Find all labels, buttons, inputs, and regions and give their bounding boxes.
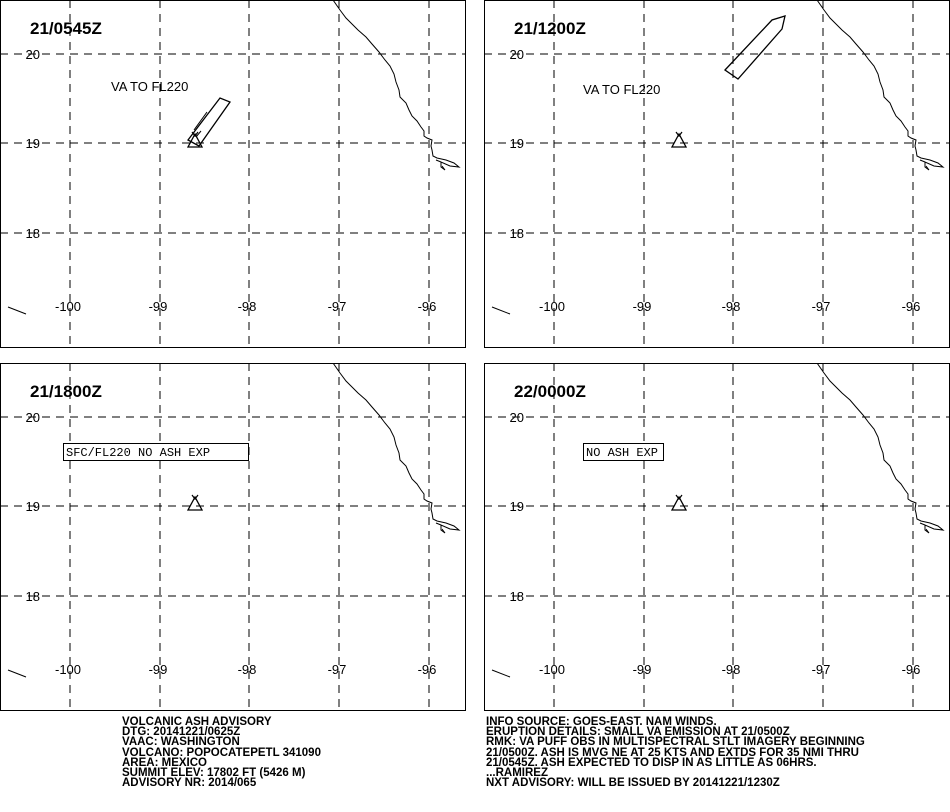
latitude-tick-label: 19 (25, 136, 40, 151)
forecast-panel-0545 (0, 0, 466, 348)
latitude-tick-label: 18 (25, 589, 40, 604)
advisory-area: AREA: MEXICO (122, 756, 207, 769)
longitude-tick-label: -99 (632, 299, 652, 314)
longitude-tick-label: -100 (54, 299, 82, 314)
longitude-tick-label: -100 (54, 662, 82, 677)
advisory-header-block (122, 717, 321, 788)
advisory-summit-elev: SUMMIT ELEV: 17802 FT (5426 M) (122, 766, 306, 779)
longitude-tick-label: -98 (721, 299, 741, 314)
latitude-tick-label: 18 (25, 226, 40, 241)
advisory-info-source: INFO SOURCE: GOES-EAST. NAM WINDS. (486, 716, 717, 728)
latitude-tick-label: 18 (509, 226, 524, 241)
longitude-tick-label: -96 (417, 662, 437, 677)
advisory-eruption-details: ERUPTION DETAILS: SMALL VA EMISSION AT 21/0500Z (486, 726, 790, 739)
longitude-tick-label: -98 (721, 662, 741, 677)
latitude-tick-label: 19 (25, 499, 40, 514)
ash-height-label: VA TO FL220 (583, 82, 661, 97)
advisory-vaac: VAAC: WASHINGTON (122, 736, 240, 749)
longitude-tick-label: -96 (417, 299, 437, 314)
latitude-tick-label: 20 (25, 47, 40, 62)
longitude-tick-label: -97 (327, 662, 347, 677)
advisory-remark-1: RMK: VA PUFF OBS IN MULTISPECTRAL STLT IMAGERY BEGINNING (486, 736, 865, 749)
forecast-panel-1200 (484, 0, 950, 348)
longitude-tick-label: -98 (237, 299, 257, 314)
longitude-tick-label: -97 (811, 662, 831, 677)
advisory-remark-2: 21/0500Z. ASH IS MVG NE AT 25 KTS AND EXTDS FOR 35 NMI THRU (486, 746, 859, 759)
advisory-number: ADVISORY NR: 2014/065 (122, 777, 257, 790)
latitude-tick-label: 18 (509, 589, 524, 604)
longitude-tick-label: -99 (632, 662, 652, 677)
longitude-tick-label: -96 (901, 299, 921, 314)
advisory-next: NXT ADVISORY: WILL BE ISSUED BY 20141221/1230Z (486, 777, 780, 790)
longitude-tick-label: -100 (538, 299, 566, 314)
no-ash-label: NO ASH EXP (586, 446, 659, 460)
advisory-dtg: DTG: 20141221/0625Z (122, 726, 241, 739)
longitude-tick-label: -100 (538, 662, 566, 677)
map-panel-svg (484, 363, 950, 711)
longitude-tick-label: -97 (811, 299, 831, 314)
longitude-tick-label: -97 (327, 299, 347, 314)
longitude-tick-label: -96 (901, 662, 921, 677)
latitude-tick-label: 19 (509, 136, 524, 151)
advisory-forecaster: ...RAMIREZ (486, 766, 548, 779)
valid-time-label: 21/0545Z (30, 19, 102, 38)
map-panel-svg (484, 0, 950, 348)
ash-height-label: VA TO FL220 (111, 79, 189, 94)
advisory-remark-3: 21/0545Z. ASH EXPECTED TO DISP IN AS LITTLE AS 06HRS. (486, 756, 817, 769)
longitude-tick-label: -98 (237, 662, 257, 677)
forecast-panel-1800 (0, 363, 466, 711)
latitude-tick-label: 20 (509, 410, 524, 425)
longitude-tick-label: -99 (148, 299, 168, 314)
map-panel-svg (0, 363, 466, 711)
valid-time-label: 21/1800Z (30, 382, 102, 401)
forecast-panel-0000 (484, 363, 950, 711)
advisory-volcano: VOLCANO: POPOCATEPETL 341090 (122, 746, 321, 759)
valid-time-label: 22/0000Z (514, 382, 586, 401)
latitude-tick-label: 20 (509, 47, 524, 62)
latitude-tick-label: 19 (509, 499, 524, 514)
latitude-tick-label: 20 (25, 410, 40, 425)
advisory-title: VOLCANIC ASH ADVISORY (122, 716, 272, 728)
advisory-details-block (486, 717, 865, 788)
valid-time-label: 21/1200Z (514, 19, 586, 38)
longitude-tick-label: -99 (148, 662, 168, 677)
no-ash-label: SFC/FL220 NO ASH EXP (66, 446, 211, 460)
map-panel-svg (0, 0, 466, 348)
